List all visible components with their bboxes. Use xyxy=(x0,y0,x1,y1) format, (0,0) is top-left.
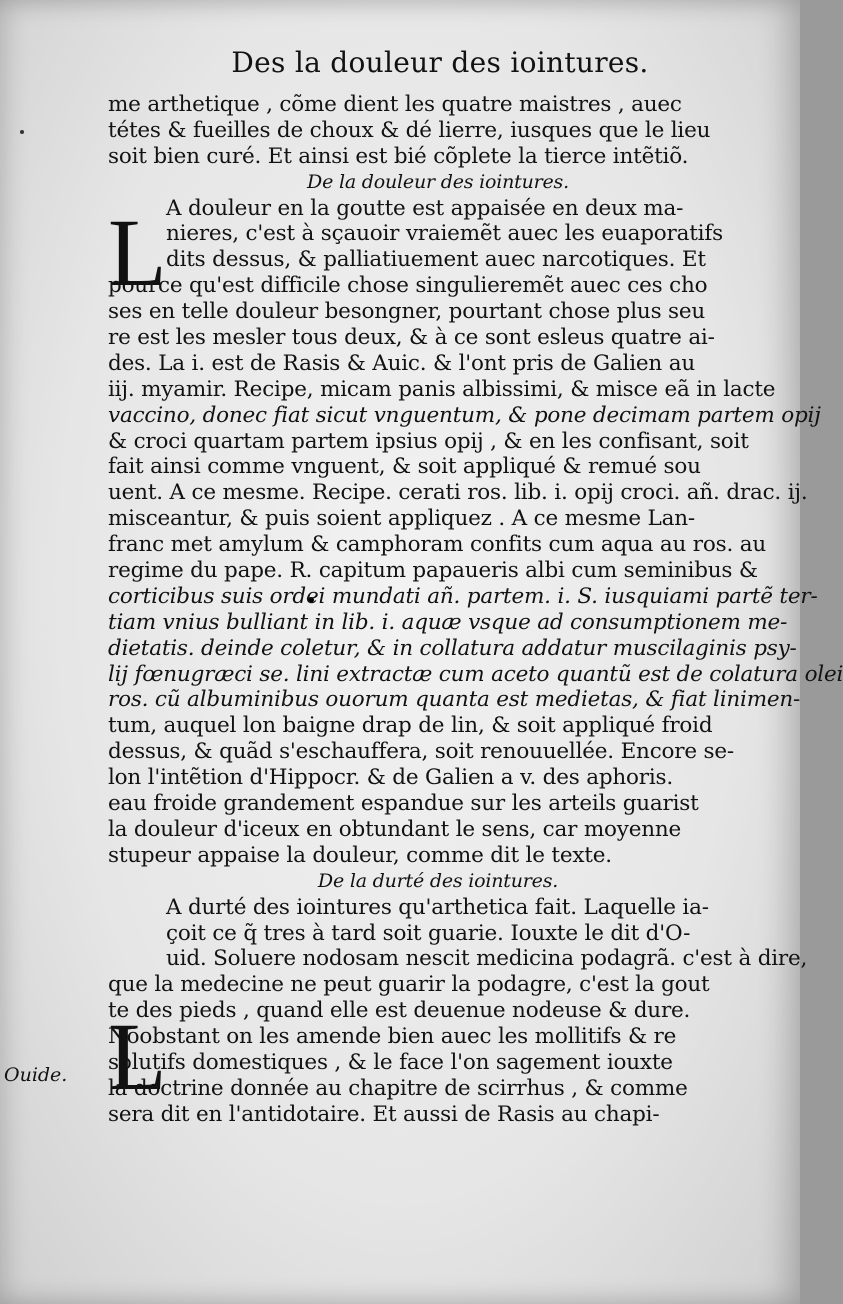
text-line: stupeur appaise la douleur, comme dit le texte. xyxy=(108,842,612,868)
text-line: vaccino, donec fiat sicut vnguentum, & pone decimam partem opij xyxy=(108,402,821,428)
text-line: me arthetique , cõme dient les quatre maistres , auec xyxy=(108,92,682,117)
text-line: franc met amylum & camphoram confits cum aqua au ros. au xyxy=(108,532,766,558)
text-line: dietatis. deinde coletur, & in collatura addatur muscilaginis psy- xyxy=(108,635,797,661)
text-line: des. La i. est de Rasis & Auic. & l'ont pris de Galien au xyxy=(108,350,695,376)
text-line: sera dit en l'antidotaire. Et aussi de Rasis au chapi- xyxy=(108,1101,660,1127)
text-line: pource qu'est difficile chose singulieremẽt auec ces cho xyxy=(108,273,708,299)
running-head: Des la douleur des iointures. xyxy=(231,46,649,79)
ink-speck xyxy=(20,130,24,134)
text-line: tum, auquel lon baigne drap de lin, & soit appliqué froid xyxy=(108,713,713,739)
text-line: tétes & fueilles de choux & dé lierre, iusques que le lieu xyxy=(108,117,711,143)
text-line: soit bien curé. Et ainsi est bié cõplete la tierce intẽtiõ. xyxy=(108,143,689,169)
text-line: regime du pape. R. capitum papaueris albi cum seminibus & xyxy=(108,558,758,584)
text-line: uid. Soluere nodosam nescit medicina podagrã. c'est à dire, xyxy=(166,946,808,972)
body-text xyxy=(108,92,843,1128)
text-line: lon l'intẽtion d'Hippocr. & de Galien a v. des aphoris. xyxy=(108,765,674,791)
text-line: te des pieds , quand elle est deuenue nodeuse & dure. xyxy=(108,998,691,1024)
text-line: nieres, c'est à sçauoir vraiemẽt auec les euaporatifs xyxy=(166,221,723,247)
text-line: dits dessus, & palliatiuement auec narcotiques. Et xyxy=(166,247,706,273)
text-line: corticibus suis ordei mundati añ. partem. i. S. iusquiami partẽ ter- xyxy=(108,583,818,609)
text-line: la doctrine donnée au chapitre de scirrhus , & comme xyxy=(108,1075,688,1101)
text-line: ros. cũ albuminibus ouorum quanta est medietas, & fiat linimen- xyxy=(108,687,801,713)
text-line: & croci quartam partem ipsius opij , & en les confisant, soit xyxy=(108,428,749,454)
text-line: uent. A ce mesme. Recipe. cerati ros. lib. i. opij croci. añ. drac. ij. xyxy=(108,480,808,506)
text-line: ses en telle douleur besongner, pourtant chose plus seu xyxy=(108,299,706,325)
text-line: çoit ce q̃ tres à tard soit guarie. Iouxte le dit d'O- xyxy=(166,920,691,946)
text-line: dessus, & quãd s'eschauffera, soit renouuellée. Encore se- xyxy=(108,739,734,765)
text-line: Nõobstant on les amende bien auec les mollitifs & re xyxy=(108,1024,677,1050)
text-line: misceantur, & puis soient appliquez . A ce mesme Lan- xyxy=(108,506,695,532)
drop-cap-l: L xyxy=(108,1003,167,1110)
text-line: A douleur en la goutte est appaisée en deux ma- xyxy=(166,195,684,221)
section-heading: De la durté des iointures. xyxy=(317,869,559,892)
text-line: fait ainsi comme vnguent, & soit appliqué & remué sou xyxy=(108,454,701,480)
text-line: solutifs domestiques , & le face l'on sagement iouxte xyxy=(108,1049,673,1075)
text-line: tiam vnius bulliant in lib. i. aquæ vsque ad consumptionem me- xyxy=(108,609,788,635)
text-line: que la medecine ne peut guarir la podagre, c'est la gout xyxy=(108,972,710,998)
section-heading: De la douleur des iointures. xyxy=(307,170,569,193)
text-line: lij fœnugræci se. lini extractæ cum aceto quantũ est de colatura olei xyxy=(108,661,843,687)
text-line: re est les mesler tous deux, & à ce sont esleus quatre ai- xyxy=(108,325,715,351)
margin-note: Ouide. xyxy=(4,1064,68,1086)
text-line: A durté des iointures qu'arthetica fait. Laquelle ia- xyxy=(166,894,709,920)
text-line: la douleur d'iceux en obtundant le sens, car moyenne xyxy=(108,816,682,842)
text-line: eau froide grandement espandue sur les arteils guarist xyxy=(108,791,699,817)
drop-cap-l: L xyxy=(108,199,167,306)
text-line: iij. myamir. Recipe, micam panis albissimi, & misce eã in lacte xyxy=(108,376,776,402)
